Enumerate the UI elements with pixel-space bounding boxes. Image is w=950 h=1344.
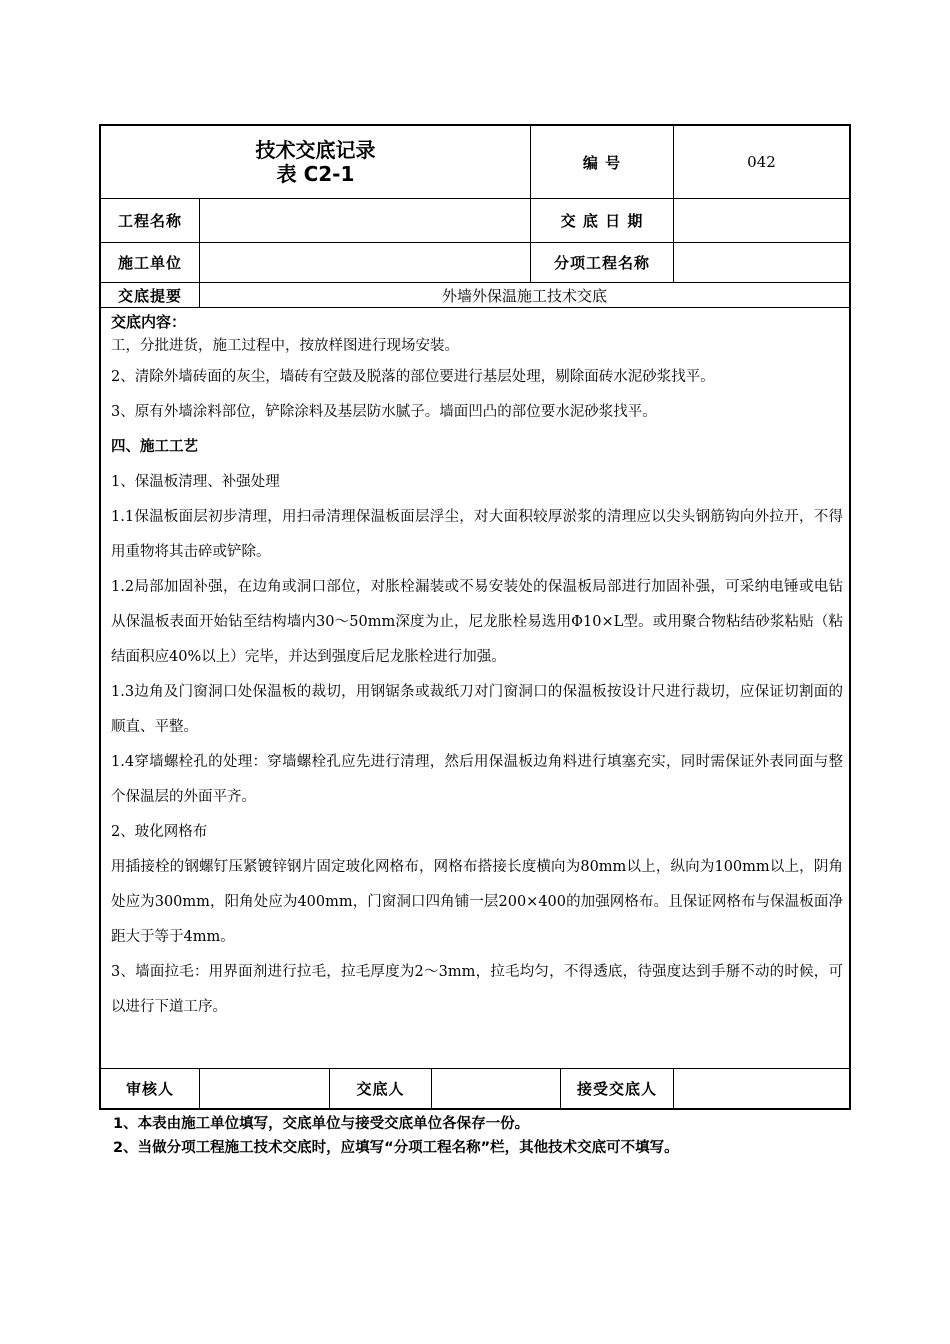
row-divider — [101, 307, 849, 308]
content-paragraph: 用插接栓的钢螺钉压紧镀锌钢片固定玻化网格布，网格布搭接长度横向为80mm以上，纵向为100mm以上，阴角处应为300mm，阳角处应为400mm，门窗洞口四角铺一层200×400的加强网格布。且保证网格布与保温板面净距大于等于4mm。 — [111, 859, 843, 945]
receiver-field[interactable] — [674, 1069, 849, 1108]
content-paragraph: 2、玻化网格布 — [111, 824, 208, 840]
content-paragraph: 1、保温板清理、补强处理 — [111, 474, 280, 490]
number-label: 编 号 — [582, 153, 622, 172]
content-paragraph: 工，分批进货，施工过程中，按放样图进行现场安装。 — [111, 338, 459, 354]
content-paragraph: 1.2局部加固补强，在边角或洞口部位，对胀栓漏装或不易安装处的保温板局部进行加固补强，可采纳电锤或电钻从保温板表面开始钻至结构墙内30～50mm深度为止，尼龙胀栓易选用Φ10×L型。或用聚合物粘结砂浆粘贴（粘结面积应40%以上）完毕，并达到强度后尼龙胀栓进行加强。 — [111, 579, 843, 665]
content-paragraph: 1.3边角及门窗洞口处保温板的裁切，用钢锯条或裁纸刀对门窗洞口的保温板按设计尺进行裁切，应保证切割面的顺直、平整。 — [111, 684, 843, 735]
section-heading: 四、施工工艺 — [111, 439, 198, 455]
content-paragraph: 1.1保温板面层初步清理，用扫帚清理保温板面层浮尘，对大面积较厚淤浆的清理应以尖头钢筋钩向外拉开，不得用重物将其击碎或铲除。 — [111, 509, 843, 560]
form-notes — [113, 1112, 679, 1160]
disclosure-record-form — [99, 124, 851, 1110]
reviewer-label: 审核人 — [125, 1080, 174, 1098]
reviewer-field[interactable] — [200, 1069, 329, 1108]
sub-project-name-label: 分项工程名称 — [553, 254, 650, 272]
form-title — [101, 126, 530, 198]
project-name-label: 工程名称 — [117, 212, 182, 230]
content-heading: 交底内容： — [111, 313, 187, 331]
discloser-field[interactable] — [432, 1069, 560, 1108]
disclosure-date-field[interactable] — [674, 199, 849, 242]
construction-unit-field[interactable] — [200, 243, 530, 282]
content-paragraph: 3、原有外墙涂料部位，铲除涂料及基层防水腻子。墙面凹凸的部位要水泥砂浆找平。 — [111, 404, 657, 420]
discloser-label: 交底人 — [356, 1080, 405, 1098]
number-value: 042 — [747, 153, 776, 171]
summary-label: 交底提要 — [117, 286, 182, 305]
receiver-label: 接受交底人 — [576, 1080, 657, 1098]
project-name-field[interactable] — [200, 199, 530, 242]
disclosure-content — [111, 312, 843, 1025]
disclosure-date-label: 交 底 日 期 — [560, 212, 644, 230]
summary-value: 外墙外保温施工技术交底 — [441, 286, 607, 305]
note-item: 2、当做分项工程施工技术交底时，应填写“分项工程名称”栏，其他技术交底可不填写。 — [113, 1140, 679, 1156]
form-title-code: 表 C2-1 — [276, 162, 355, 186]
content-paragraph: 3、墙面拉毛：用界面剂进行拉毛，拉毛厚度为2～3mm，拉毛均匀，不得透底，待强度达到手掰不动的时候，可以进行下道工序。 — [111, 964, 843, 1015]
content-paragraph: 1.4穿墙螺栓孔的处理：穿墙螺栓孔应先进行清理，然后用保温板边角料进行填塞充实，同时需保证外表同面与整个保温层的外面平齐。 — [111, 754, 843, 805]
construction-unit-label: 施工单位 — [117, 254, 182, 272]
form-title-main: 技术交底记录 — [255, 138, 376, 162]
content-paragraph: 2、清除外墙砖面的灰尘，墙砖有空鼓及脱落的部位要进行基层处理，剔除面砖水泥砂浆找平。 — [111, 369, 715, 385]
note-item: 1、本表由施工单位填写，交底单位与接受交底单位各保存一份。 — [113, 1116, 530, 1132]
sub-project-name-field[interactable] — [674, 243, 849, 282]
